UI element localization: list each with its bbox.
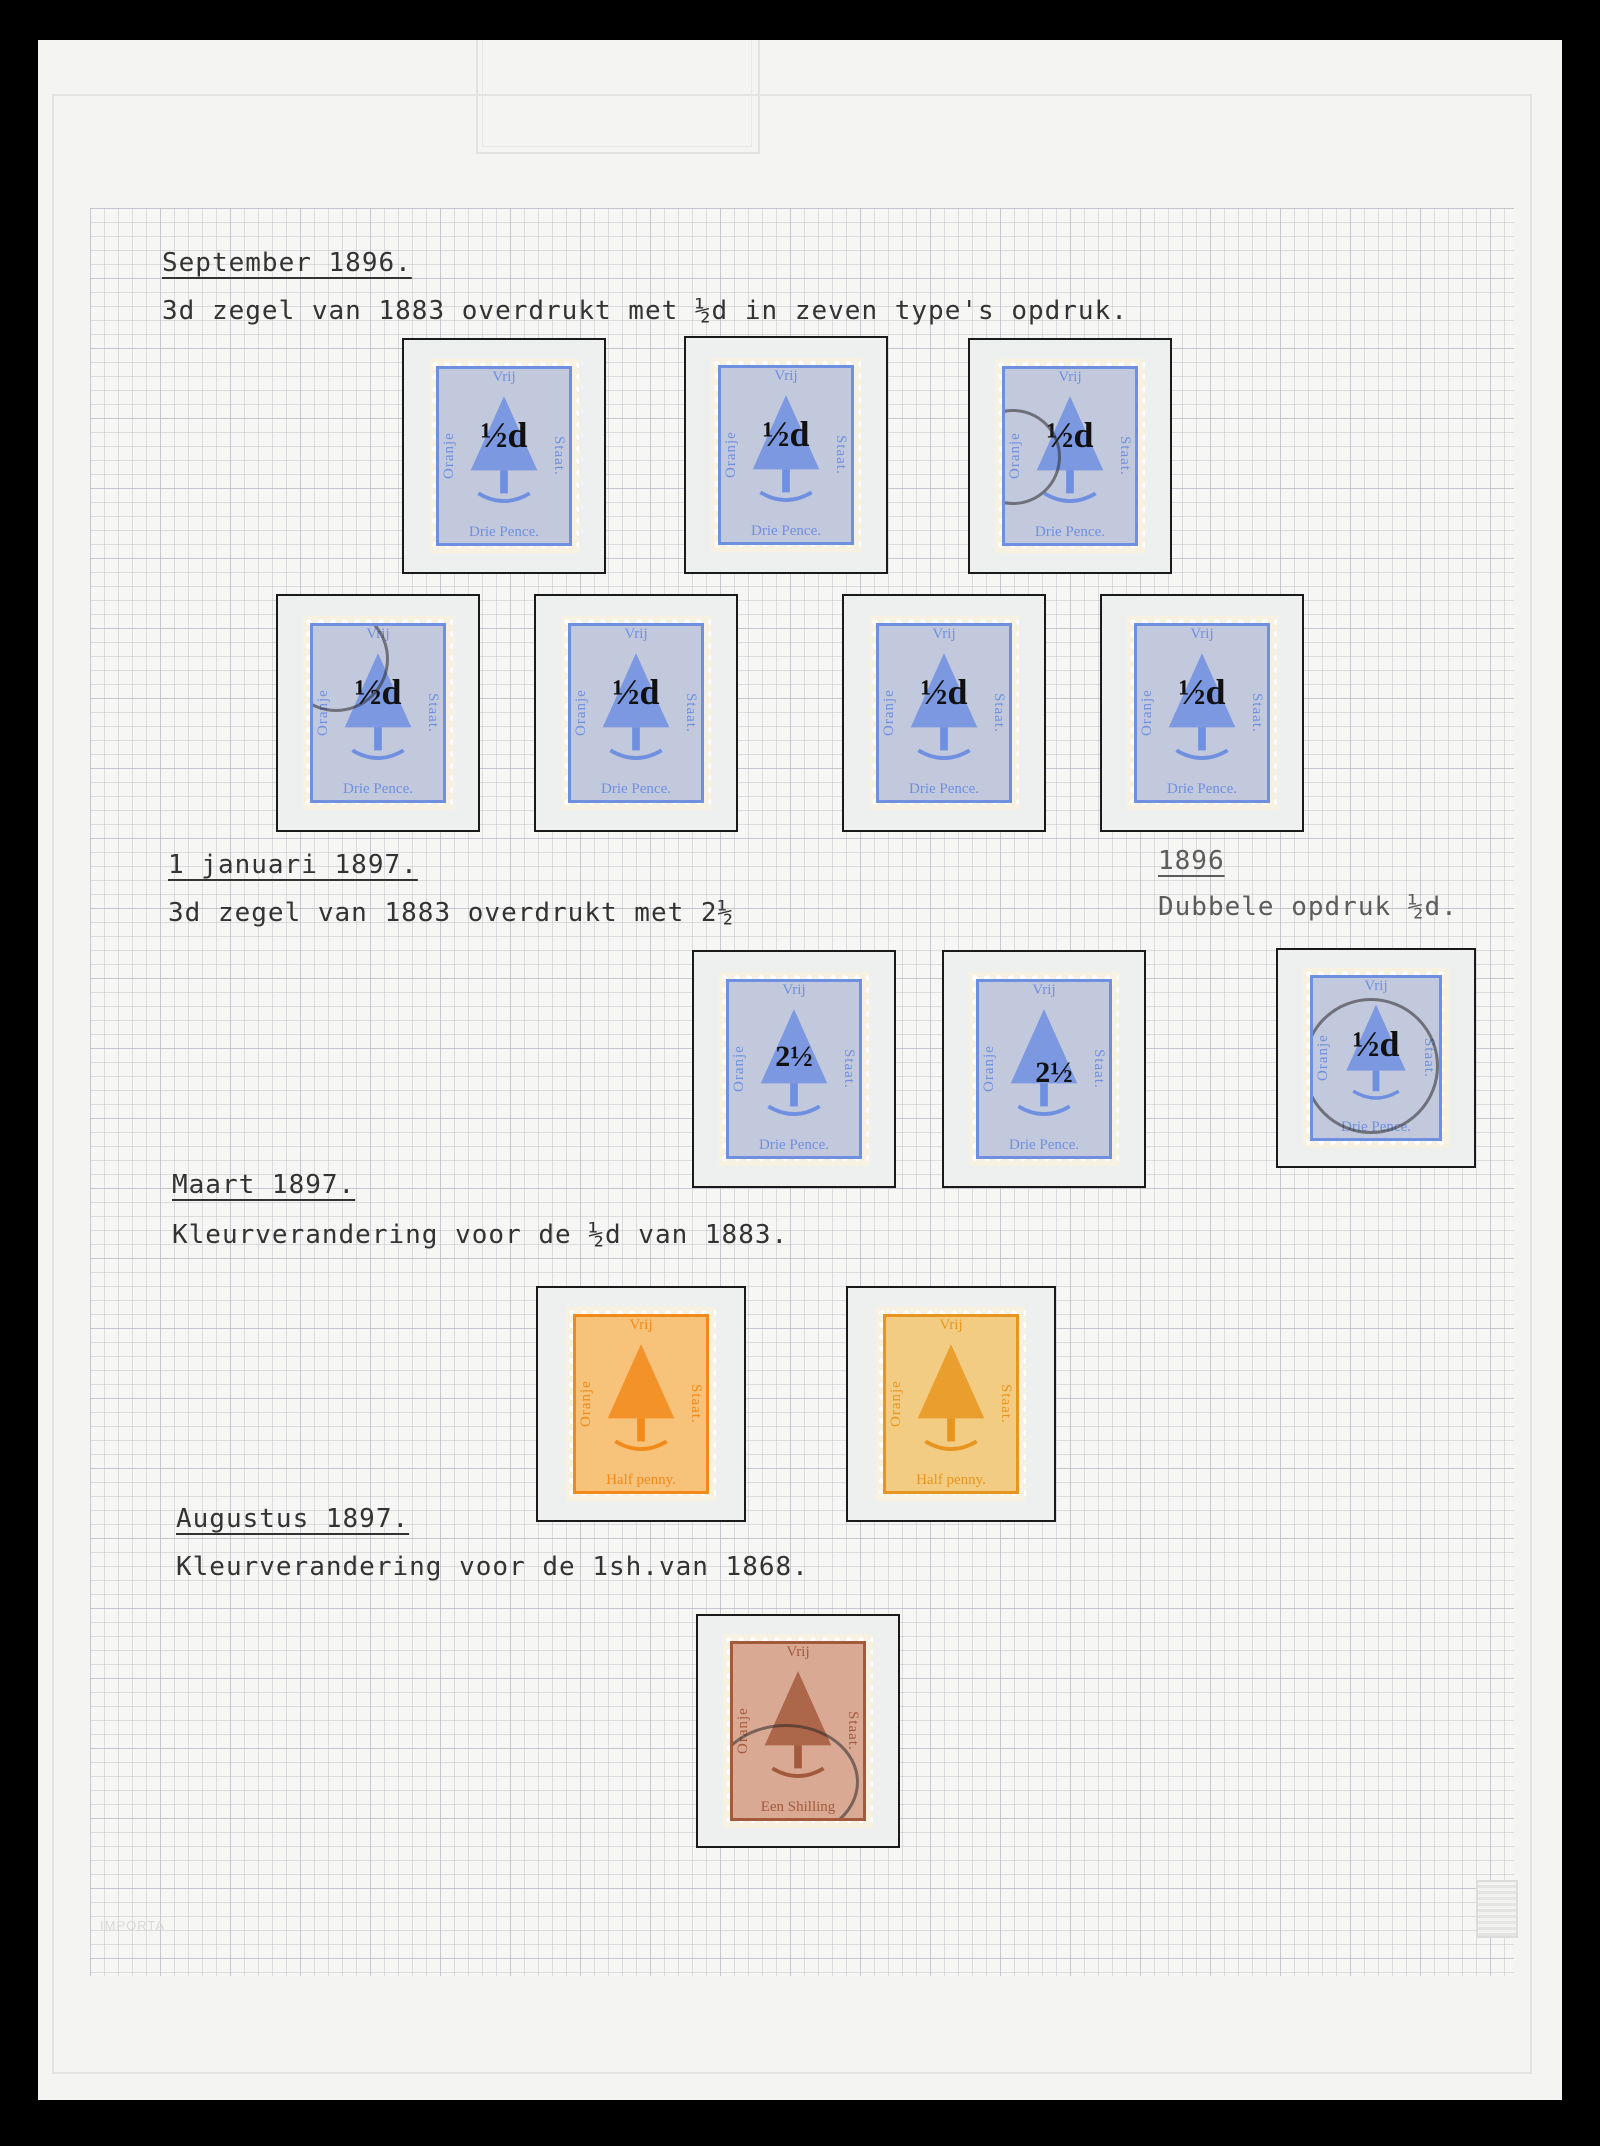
- stamp: [995, 359, 1145, 553]
- stamp-right-label: Staat.: [425, 693, 441, 733]
- stamp-overprint: ½d: [1352, 1024, 1400, 1064]
- stamp-right-label: Staat.: [991, 693, 1007, 733]
- stamp-left-label: Oranje: [881, 689, 897, 737]
- stamp-left-label: Oranje: [735, 1707, 751, 1755]
- stamp-right-label: Staat.: [551, 436, 567, 476]
- stamp-top-label: Vrij: [492, 369, 516, 385]
- stamp-value-label: Half penny.: [606, 1472, 676, 1488]
- stamp: [719, 972, 869, 1166]
- stamp-mount: [696, 1614, 900, 1848]
- stamp-value-label: Drie Pence.: [601, 781, 671, 797]
- section-description-september-1896: 3d zegel van 1883 overdrukt met ½d in zeven type's opdruk.: [162, 296, 1128, 326]
- stamp-top-label: Vrij: [629, 1317, 653, 1333]
- stamp-value-label: Drie Pence.: [1035, 524, 1105, 540]
- stamp-top-label: Vrij: [782, 982, 806, 998]
- stamp: [869, 616, 1019, 810]
- section-heading-maart-1897: Maart 1897.: [172, 1170, 356, 1200]
- section-description-januari-1897: 3d zegel van 1883 overdrukt met 2½: [168, 898, 735, 928]
- stamp-top-label: Vrij: [932, 626, 956, 642]
- stamp-right-label: Staat.: [683, 693, 699, 733]
- stamp-left-label: Oranje: [315, 689, 331, 737]
- stamp-top-label: Vrij: [1364, 978, 1388, 994]
- stamp-overprint: 2½: [775, 1040, 813, 1073]
- stamp-overprint: ½d: [762, 414, 810, 454]
- stamp-overprint: ½d: [612, 672, 660, 712]
- stamp: [1127, 616, 1277, 810]
- stamp-right-label: Staat.: [998, 1384, 1014, 1424]
- stamp-right-label: Staat.: [841, 1049, 857, 1089]
- stamp-left-label: Oranje: [578, 1380, 594, 1428]
- stamp: [1303, 968, 1449, 1148]
- stamp-top-label: Vrij: [624, 626, 648, 642]
- stamp-right-label: Staat.: [833, 435, 849, 475]
- stamp-value-label: Drie Pence.: [1009, 1137, 1079, 1153]
- stamp-left-label: Oranje: [731, 1045, 747, 1093]
- stamp-top-label: Vrij: [366, 626, 390, 642]
- section-heading-augustus-1897: Augustus 1897.: [176, 1504, 410, 1534]
- stamp-mount: [276, 594, 480, 832]
- publisher-imprint: IMPORTA: [100, 1918, 166, 1933]
- stamp-top-label: Vrij: [939, 1317, 963, 1333]
- stamp-right-label: Staat.: [1091, 1049, 1107, 1089]
- stamp-value-label: Drie Pence.: [751, 523, 821, 539]
- orange-tree-icon: [465, 391, 543, 519]
- postmark-icon: [730, 1724, 859, 1821]
- stamp-value-label: Drie Pence.: [909, 781, 979, 797]
- stamp-mount: [402, 338, 606, 574]
- section-description-augustus-1897: Kleurverandering voor de 1sh.van 1868.: [176, 1552, 809, 1582]
- orange-tree-icon: [912, 1339, 990, 1467]
- stamp-mount: [536, 1286, 746, 1522]
- section-heading-januari-1897: 1 januari 1897.: [168, 850, 418, 880]
- orange-tree-icon: [597, 648, 675, 776]
- publisher-logo-icon: [1476, 1880, 1518, 1938]
- stamp-right-label: Staat.: [1421, 1038, 1437, 1078]
- stamp-right-label: Staat.: [1117, 436, 1133, 476]
- stamp-mount: [1100, 594, 1304, 832]
- stamp-mount: [534, 594, 738, 832]
- stamp-right-label: Staat.: [688, 1384, 704, 1424]
- stamp: [969, 972, 1119, 1166]
- stamp-left-label: Oranje: [441, 432, 457, 480]
- stamp-right-label: Staat.: [1249, 693, 1265, 733]
- orange-tree-icon: [905, 648, 983, 776]
- stamp-value-label: Een Shilling: [760, 1799, 836, 1815]
- orange-tree-icon: [602, 1339, 680, 1467]
- stamp-overprint: ½d: [480, 415, 528, 455]
- stamp: [429, 359, 579, 553]
- note-heading-1896: 1896: [1158, 846, 1225, 876]
- orange-tree-icon: [1163, 648, 1241, 776]
- stamp-mount: [942, 950, 1146, 1188]
- stamp-mount: [1276, 948, 1476, 1168]
- section-heading-september-1896: September 1896.: [162, 248, 412, 278]
- stamp-top-label: Vrij: [786, 1644, 810, 1660]
- orange-tree-icon: [747, 390, 825, 518]
- stamp-top-label: Vrij: [1032, 982, 1056, 998]
- stamp-value-label: Drie Pence.: [1167, 781, 1237, 797]
- stamp-left-label: Oranje: [981, 1045, 997, 1093]
- postmark-icon: [1310, 998, 1439, 1134]
- stamp-top-label: Vrij: [1190, 626, 1214, 642]
- stamp-value-label: Drie Pence.: [469, 524, 539, 540]
- stamp-value-label: Drie Pence.: [343, 781, 413, 797]
- stamp: [723, 1634, 873, 1828]
- stamp-mount: [842, 594, 1046, 832]
- stamp-overprint: ½d: [1046, 415, 1094, 455]
- stamp-mount: [846, 1286, 1056, 1522]
- stamp-value-label: Half penny.: [916, 1472, 986, 1488]
- stamp: [876, 1307, 1026, 1501]
- album-page: [38, 40, 1562, 2100]
- stamp-left-label: Oranje: [1315, 1034, 1331, 1082]
- stamp-left-label: Oranje: [573, 689, 589, 737]
- stamp: [711, 358, 861, 552]
- note-description-1896: Dubbele opdruk ½d.: [1158, 892, 1458, 922]
- stamp-top-label: Vrij: [774, 368, 798, 384]
- stamp: [303, 616, 453, 810]
- stamp: [561, 616, 711, 810]
- stamp-left-label: Oranje: [888, 1380, 904, 1428]
- stamp-overprint: ½d: [920, 672, 968, 712]
- stamp-left-label: Oranje: [1007, 432, 1023, 480]
- stamp-mount: [968, 338, 1172, 574]
- stamp-overprint: 2½: [1035, 1056, 1073, 1089]
- section-description-maart-1897: Kleurverandering voor de ½d van 1883.: [172, 1220, 789, 1250]
- stamp-left-label: Oranje: [723, 431, 739, 479]
- stamp-overprint: ½d: [1178, 672, 1226, 712]
- stamp-mount: [692, 950, 896, 1188]
- stamp-value-label: Drie Pence.: [759, 1137, 829, 1153]
- stamp: [566, 1307, 716, 1501]
- stamp-right-label: Staat.: [845, 1711, 861, 1751]
- stamp-mount: [684, 336, 888, 574]
- stamp-left-label: Oranje: [1139, 689, 1155, 737]
- stamp-overprint: ½d: [354, 672, 402, 712]
- stamp-top-label: Vrij: [1058, 369, 1082, 385]
- stamp-value-label: Drie Pence.: [1341, 1119, 1411, 1135]
